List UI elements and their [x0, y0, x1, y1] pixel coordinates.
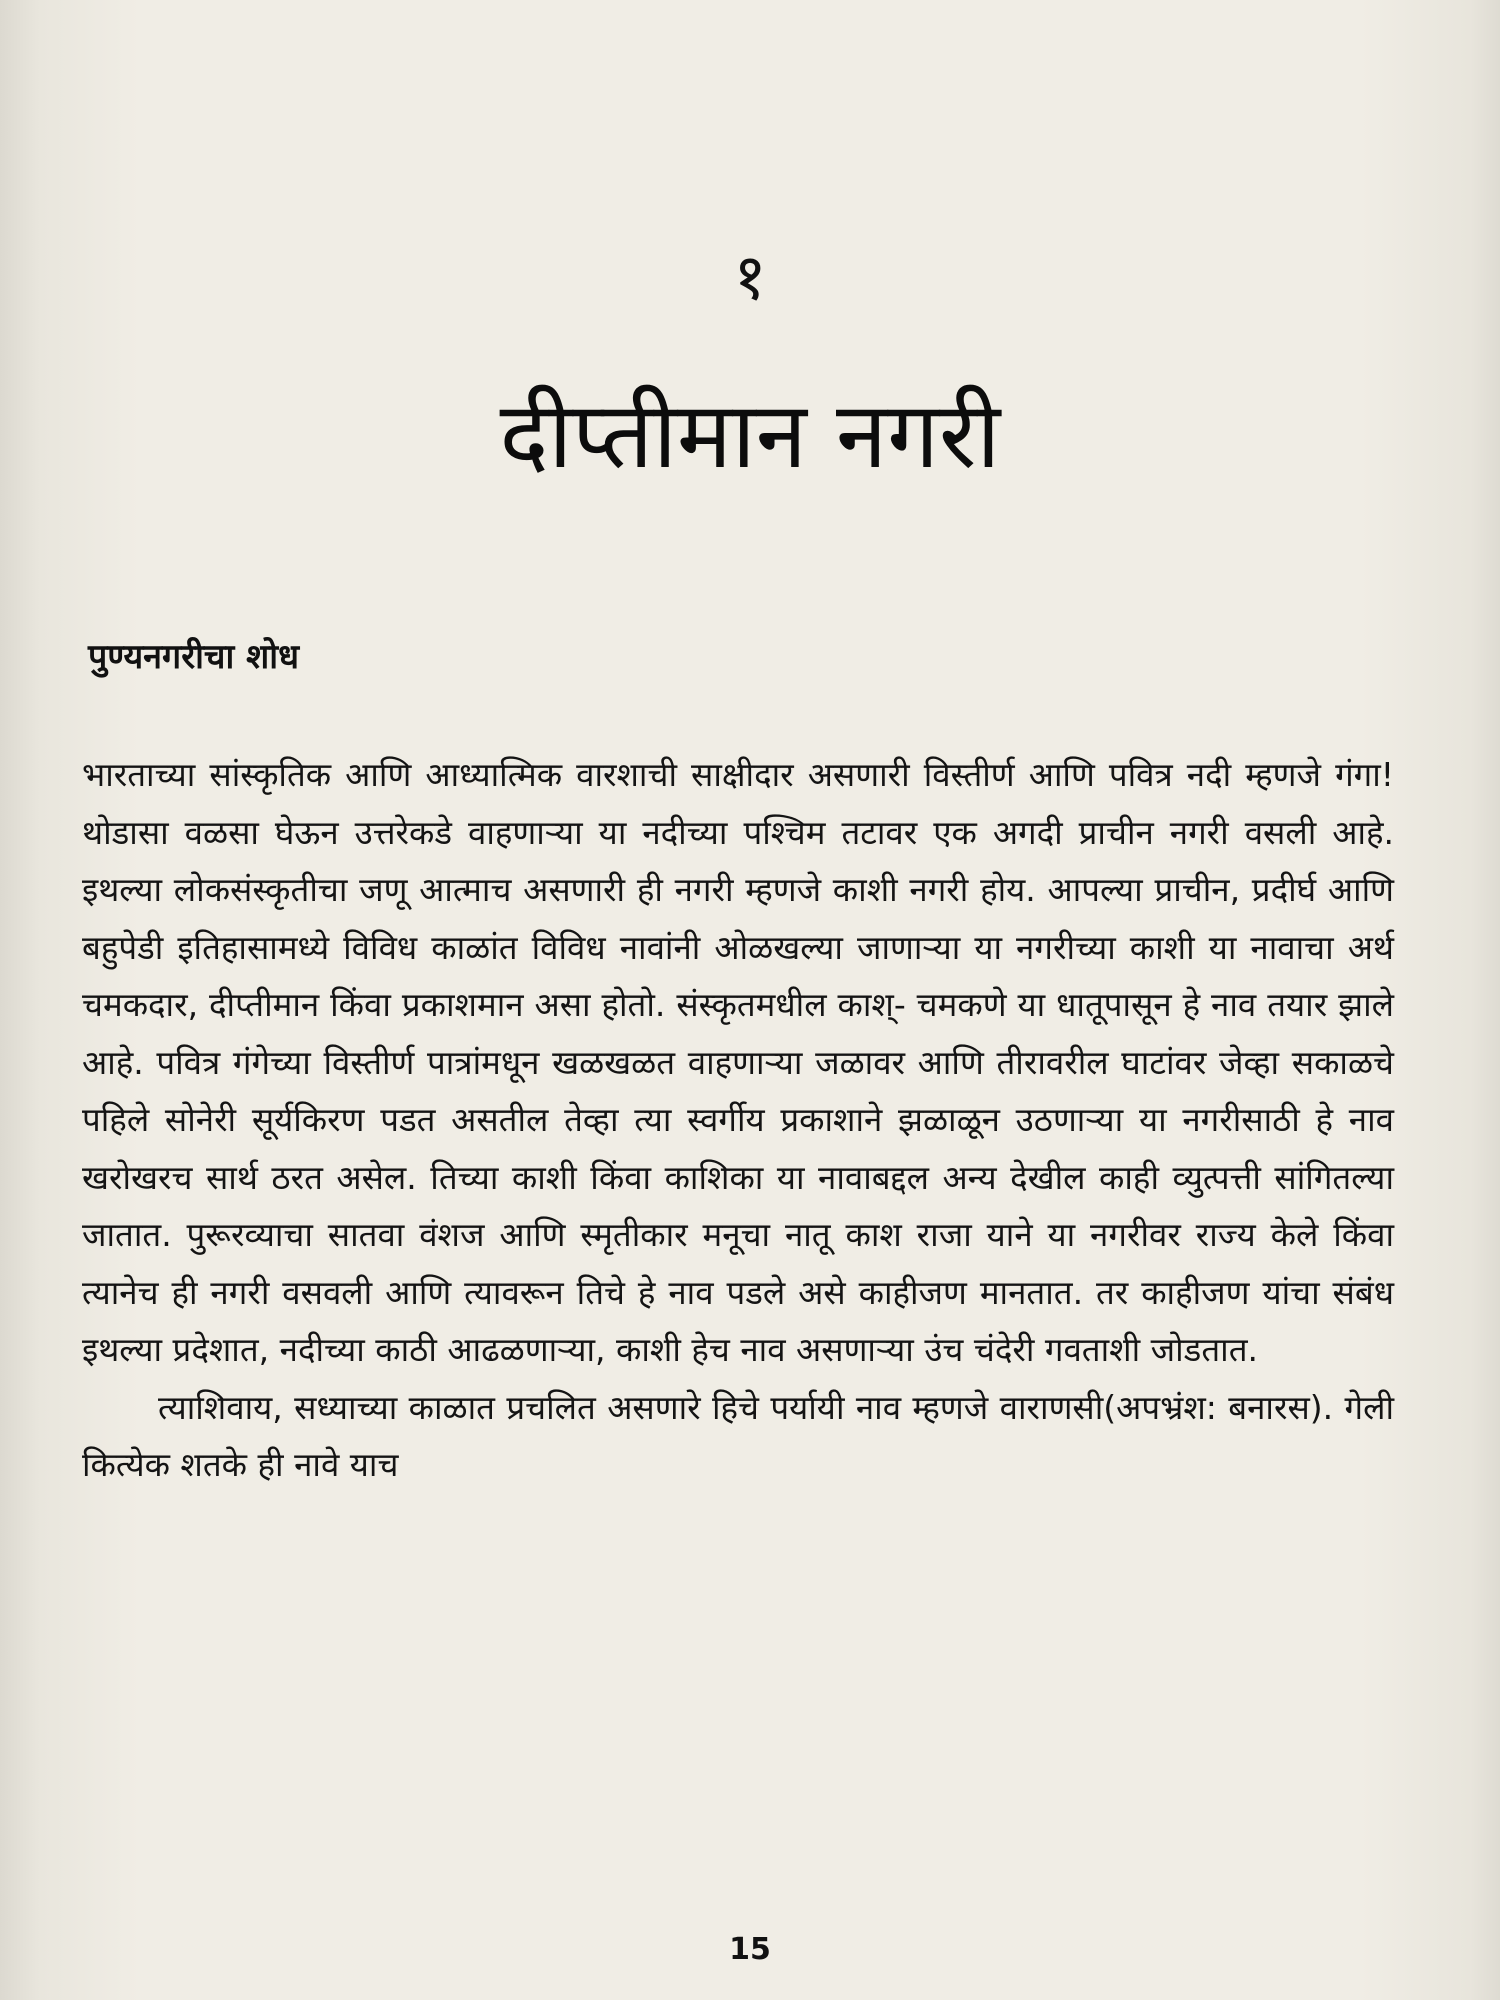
chapter-title: दीप्तीमान नगरी	[499, 382, 1001, 489]
chapter-number: १	[733, 241, 767, 315]
section-heading: पुण्यनगरीचा शोध	[88, 637, 299, 677]
page-number: 15	[729, 1932, 771, 1967]
paragraph: त्याशिवाय, सध्याच्या काळात प्रचलित असणारे हिचे पर्यायी नाव म्हणजे वाराणसी(अपभ्रंश: बनारस). गेली कित्येक शतके ही नावे याच	[82, 1387, 1394, 1484]
body-text	[82, 746, 1394, 1494]
paragraph: भारताच्या सांस्कृतिक आणि आध्यात्मिक वारशाची साक्षीदार असणारी विस्तीर्ण आणि पवित्र नदी म्हणजे गंगा! थोडासा वळसा घेऊन उत्तरेकडे वाहणाऱ्या या नदीच्या पश्चिम तटावर एक अगदी प्राचीन नगरी वसली आहे. इथल्या लोकसंस्कृतीचा जणू आत्माच असणारी ही नगरी म्हणजे काशी नगरी होय. आपल्या प्राचीन, प्रदीर्घ आणि बहुपेडी इतिहासामध्ये विविध काळांत विविध नावांनी ओळखल्या जाणाऱ्या या नगरीच्या काशी या नावाचा अर्थ चमकदार, दीप्तीमान किंवा प्रकाशमान असा होतो. संस्कृतमधील काश्- चमकणे या धातूपासून हे नाव तयार झाले आहे. पवित्र गंगेच्या विस्तीर्ण पात्रांमधून खळखळत वाहणाऱ्या जळावर आणि तीरावरील घाटांवर जेव्हा सकाळचे पहिले सोनेरी सूर्यकिरण पडत असतील तेव्हा त्या स्वर्गीय प्रकाशाने झळाळून उठणाऱ्या या नगरीसाठी हे नाव खरोखरच सार्थ ठरत असेल. तिच्या काशी किंवा काशिका या नावाबद्दल अन्य देखील काही व्युत्पत्ती सांगितल्या जातात. पुरूरव्याचा सातवा वंशज आणि स्मृतीकार मनूचा नातू काश राजा याने या नगरीवर राज्य केले किंवा त्यानेच ही नगरी वसवली आणि त्यावरून तिचे हे नाव पडले असे काहीजण मानतात. तर काहीजण यांचा संबंध इथल्या प्रदेशात, नदीच्या काठी आढळणाऱ्या, काशी हेच नाव असणाऱ्या उंच चंदेरी गवताशी जोडतात.	[82, 755, 1394, 1369]
